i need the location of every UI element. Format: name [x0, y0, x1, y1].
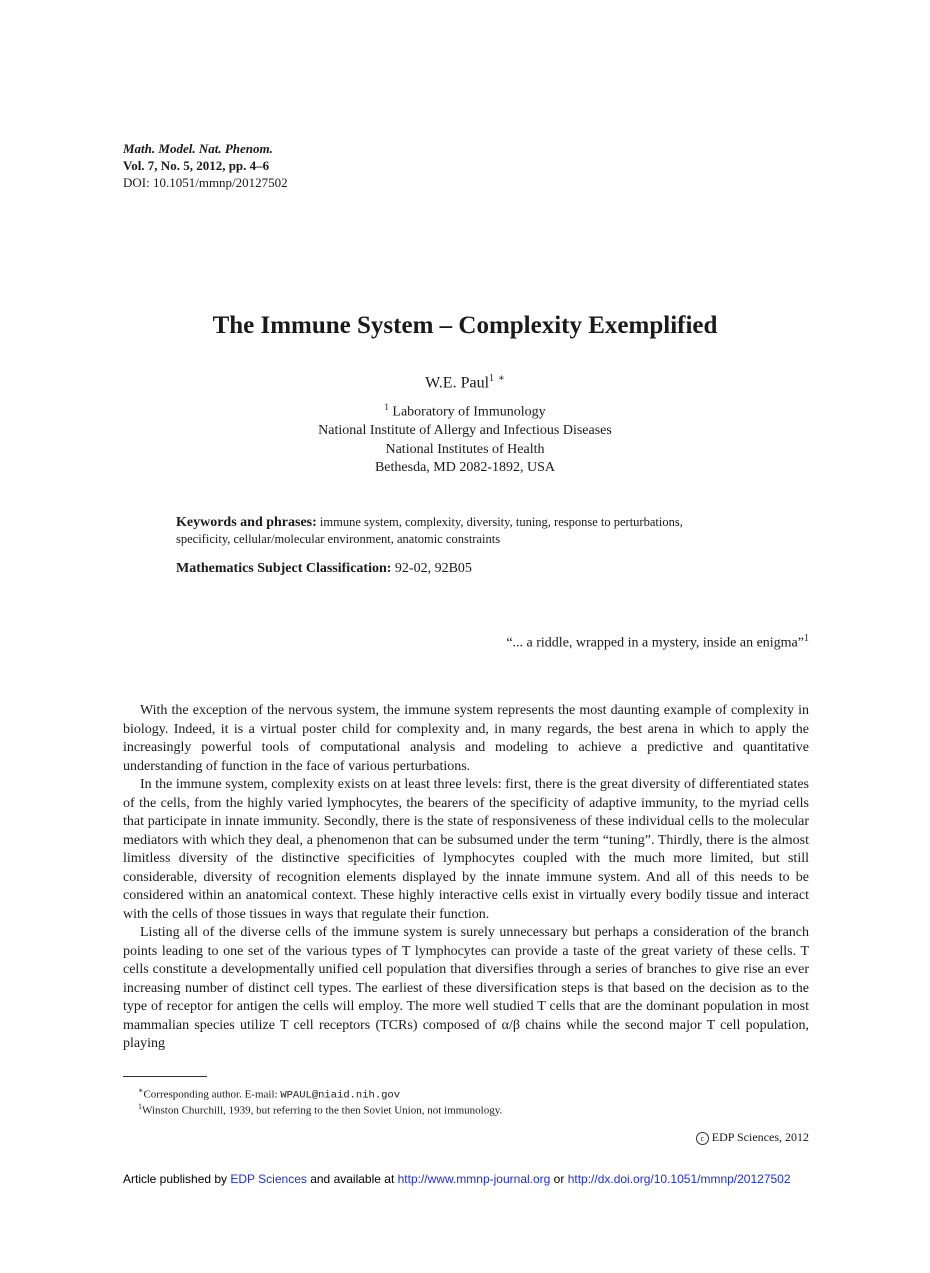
- affiliation-line-2: National Institute of Allergy and Infectious Diseases: [318, 423, 612, 439]
- copyright-text: EDP Sciences, 2012: [711, 1130, 809, 1144]
- author-affil-sup: 1: [489, 373, 495, 384]
- author-line: [0, 373, 930, 392]
- footnote-rule: [123, 1076, 207, 1077]
- msc-label: Mathematics Subject Classification:: [176, 561, 392, 576]
- journal-doi: DOI: 10.1051/mmnp/20127502: [123, 175, 288, 190]
- keywords-text: immune system, complexity, diversity, tuning, response to perturbations, specificity, cellular/molecular environment, anatomic constraints: [176, 515, 683, 546]
- author-name: W.E. Paul: [425, 374, 490, 392]
- paragraph-2: In the immune system, complexity exists on at least three levels: first, there is the great diversity of differentiated states of the cells, from the highly varied lymphocytes, the bearers of the specificity of adaptive immunity, to the myriad cells that participate in innate immunity. Secondly, there is the state of responsiveness of these individual cells to the molecular mediators with which they deal, a phenomenon that can be subsumed under the term “tuning”. Thirdly, there is the almost limitless diversity of the distinctive specificities of lymphocytes coupled with the much more limited, but still considerable, diversity of recognition elements displayed by the innate immune system. And all of this needs to be considered within an anatomical context. These highly interactive cells exist in virtually every bodily tissue and interact with the cells of those tissues in ways that regulate their function.: [123, 777, 809, 922]
- epigraph-sup: 1: [804, 633, 809, 644]
- body-text: [123, 702, 809, 1054]
- copyright-icon: c: [696, 1132, 709, 1145]
- author-star: ∗: [498, 373, 505, 384]
- affiliation-line-4: Bethesda, MD 2082-1892, USA: [374, 460, 556, 476]
- journal-header: [123, 140, 288, 191]
- paper-title: The Immune System – Complexity Exemplified: [212, 312, 718, 339]
- msc-text: 92-02, 92B05: [394, 561, 472, 576]
- footnote-1: $^1$Winston Churchill, 1939, but referring to the then Soviet Union, not immunology.: [138, 1102, 503, 1117]
- affiliation-sup: 1: [384, 402, 389, 412]
- epigraph-text: “... a riddle, wrapped in a mystery, inside an enigma”: [506, 635, 804, 651]
- email-link[interactable]: WPAUL@niaid.nih.gov: [280, 1089, 401, 1102]
- footnote-corresponding: ∗Corresponding author. E-mail: WPAUL@niaid.nih.gov: [138, 1086, 401, 1102]
- epigraph: [506, 633, 809, 652]
- affiliation: [0, 398, 930, 478]
- keywords-label: Keywords and phrases:: [176, 515, 317, 530]
- paragraph-3: Listing all of the diverse cells of the immune system is surely unnecessary but perhaps a consideration of the branch points leading to one set of the various types of T lymphocytes can provide a taste of the great variety of these cells. T cells constitute a developmentally unified cell population that diversifies through a series of branches to give rise an ever increasing number of distinct cell types. The earliest of these diversification steps is that based on the decision as to the type of receptor for antigen the cells will employ. The more well studied T cells that are the dominant population in most mammalian species utilize T cell receptors (TCRs) composed of α/β chains while the second major T cell population, playing: [123, 925, 809, 1051]
- journal-url-link[interactable]: http://www.mmnp-journal.org: [397, 1172, 551, 1186]
- publication-line: Article published by EDP Sciences and available at http://www.mmnp-journal.org or http://dx.doi.org/10.1051/mmnp/20127502: [123, 1172, 791, 1186]
- affiliation-line-1: $^1$ Laboratory of Immunology: [384, 402, 546, 420]
- msc: [176, 561, 472, 577]
- copyright: [696, 1130, 809, 1145]
- keywords: [176, 514, 736, 548]
- paragraph-1: With the exception of the nervous system, the immune system represents the most daunting example of complexity in biology. Indeed, it is a virtual poster child for complexity and, in many regards, the best arena in which to apply the increasingly powerful tools of computational analysis and modeling to achieve a predictive and quantitative understanding of function in the face of various perturbations.: [123, 703, 809, 774]
- affiliation-line-3: National Institutes of Health: [385, 441, 545, 457]
- doi-url-link[interactable]: http://dx.doi.org/10.1051/mmnp/20127502: [567, 1172, 791, 1186]
- publisher-link[interactable]: EDP Sciences: [230, 1172, 307, 1186]
- journal-volume: Vol. 7, No. 5, 2012, pp. 4–6: [123, 158, 270, 173]
- journal-name: Math. Model. Nat. Phenom.: [123, 141, 273, 156]
